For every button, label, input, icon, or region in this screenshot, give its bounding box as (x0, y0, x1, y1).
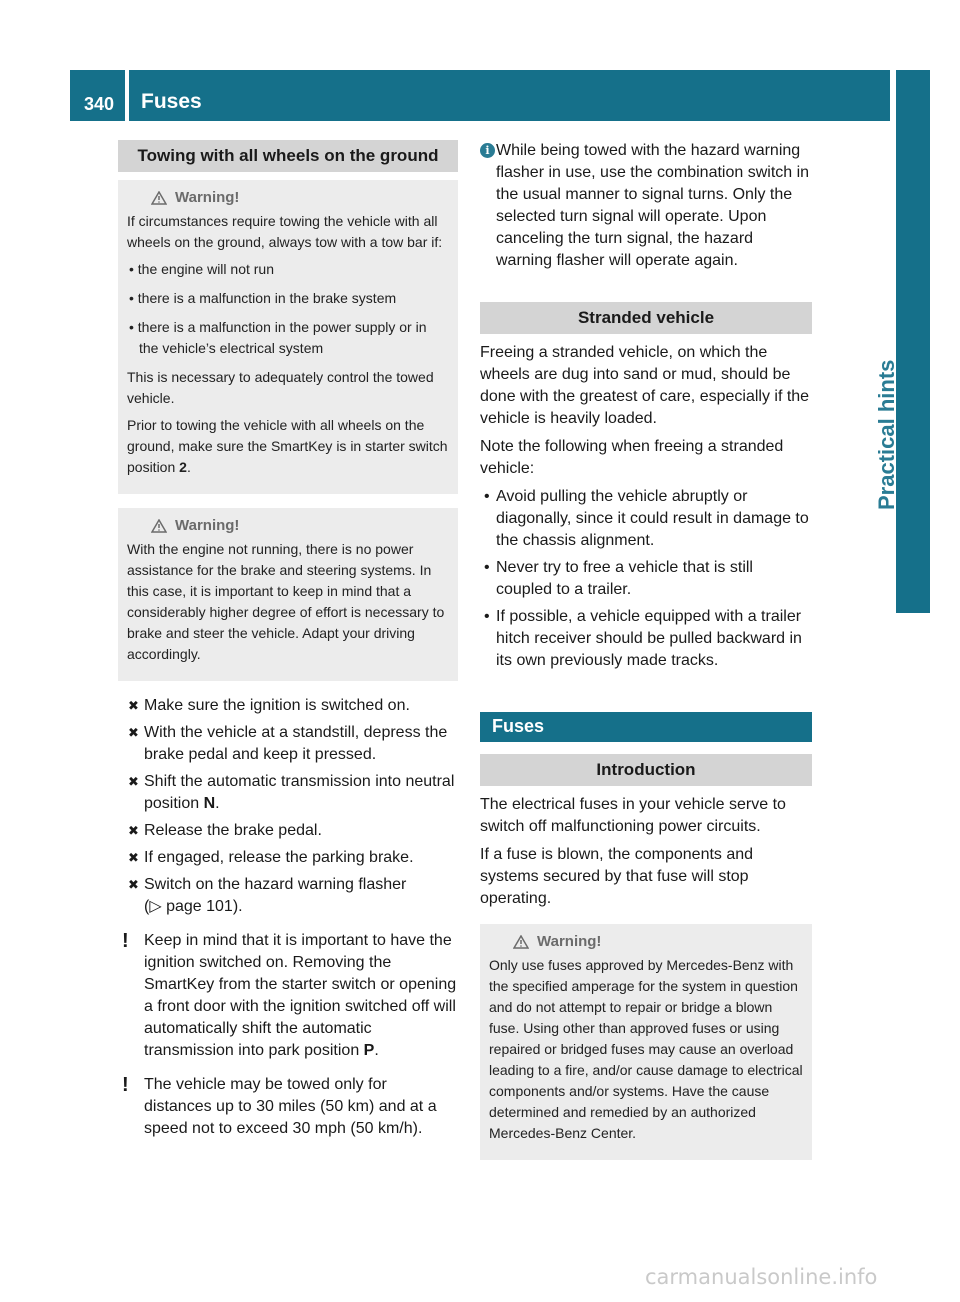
warning-header (127, 187, 449, 208)
warning-box-towing (118, 180, 458, 494)
introduction-heading: Introduction (480, 754, 812, 786)
warning-box-fuses (480, 924, 812, 1160)
warning-text: Only use fuses approved by Mercedes-Benz with the specified amperage for the system in question and do not attempt to repair or bridge a blown fuse. Using other than approved fuses or using repaired or bridged fuses may cause an overload leading to a fire, and/or cause damage to electrical components and/or systems. Have the cause determined and remedied by an authorized Mercedes-Benz Center. (489, 957, 803, 1141)
warning-title: Warning! (537, 933, 602, 950)
step-item: ✖ Switch on the hazard warning flasher (▷ page 101). (128, 876, 407, 915)
step-arrow-icon: ✖ (128, 850, 139, 865)
warning-text: With the engine not running, there is no power assistance for the brake and steering systems. In this case, it is important to keep in mind that a considerably higher degree of effort is necessary to brake and steer the vehicle. Adapt your driving accordingly. (127, 541, 445, 662)
stranded-paragraph: Note the following when freeing a stranded vehicle: (480, 438, 784, 477)
warning-triangle-icon (151, 519, 167, 533)
left-column (118, 140, 458, 1152)
towing-heading: Towing with all wheels on the ground (118, 140, 458, 172)
info-note: i While being towed with the hazard warning flasher in use, use the combination switch in the usual manner to signal turns. Only the selected turn signal will operate. Upon canceling the turn signal, the hazard warning flasher will operate again. (480, 140, 812, 272)
stranded-bullet: • If possible, a vehicle equipped with a trailer hitch receiver should be pulled backward in its own previously made tracks. (484, 608, 802, 669)
stranded-paragraph: Freeing a stranded vehicle, on which the wheels are dug into sand or mud, should be done with the greatest of care, especially if the vehicle is heavily loaded. (480, 344, 810, 427)
chapter-tab-label: Practical hints (874, 359, 899, 510)
intro-paragraph: The electrical fuses in your vehicle serve to switch off malfunctioning power circuits. (480, 796, 786, 835)
warning-paragraph: Prior to towing the vehicle with all wheels on the ground, make sure the SmartKey is in starter switch position 2. (127, 417, 448, 475)
step-item: ✖ If engaged, release the parking brake. (118, 847, 458, 869)
page-number-box (70, 70, 125, 121)
step-arrow-icon: ✖ (128, 877, 139, 892)
stranded-bullet: • Avoid pulling the vehicle abruptly or diagonally, since it could result in damage to the chassis alignment. (484, 488, 809, 549)
page-number: 340 (84, 94, 115, 114)
warning-header (489, 931, 803, 952)
warning-header (127, 515, 449, 536)
warning-title: Warning! (175, 517, 240, 534)
warning-bullet: • there is a malfunction in the power supply or in the vehicle’s electrical system (129, 319, 427, 356)
stranded-heading: Stranded vehicle (480, 302, 812, 334)
step-item: ✖ Make sure the ignition is switched on. (118, 695, 458, 717)
warning-paragraph: This is necessary to adequately control the towed vehicle. (127, 369, 434, 406)
step-arrow-icon: ✖ (128, 774, 139, 789)
step-item: ✖ Release the brake pedal. (118, 820, 458, 842)
step-arrow-icon: ✖ (128, 698, 139, 713)
intro-paragraph: If a fuse is blown, the components and systems secured by that fuse will stop operating. (480, 846, 754, 907)
warning-triangle-icon (513, 935, 529, 949)
info-icon: i (480, 143, 495, 158)
step-item: ✖ With the vehicle at a standstill, depress the brake pedal and keep it pressed. (128, 724, 448, 763)
warning-intro: If circumstances require towing the vehicle with all wheels on the ground, always tow with a tow bar if: (127, 213, 443, 250)
section-title: Fuses (141, 90, 202, 113)
warning-bullet: • there is a malfunction in the brake system (129, 290, 397, 306)
chapter-tab-label-wrap (874, 250, 930, 510)
fuses-heading: Fuses (480, 712, 812, 742)
page-reference[interactable]: (▷ page 101). (144, 898, 243, 915)
warning-box-engine (118, 508, 458, 681)
warning-title: Warning! (175, 189, 240, 206)
step-item: ✖ Shift the automatic transmission into neutral position N. (128, 773, 455, 812)
step-arrow-icon: ✖ (128, 725, 139, 740)
caution-note: ! The vehicle may be towed only for distances up to 30 miles (50 km) and at a speed not to exceed 30 mph (50 km/h). (122, 1074, 437, 1137)
warning-bullet: • the engine will not run (129, 261, 274, 277)
warning-triangle-icon (151, 191, 167, 205)
right-column (480, 140, 812, 1174)
exclamation-icon: ! (122, 1074, 129, 1096)
stranded-bullet: • Never try to free a vehicle that is still coupled to a trailer. (484, 559, 753, 598)
watermark: carmanualsonline.info (645, 1265, 878, 1289)
caution-note: ! Keep in mind that it is important to have the ignition switched on. Removing the SmartKey from the starter switch or opening a front door with the ignition switched off will automatically shift the automatic transmission into park position P. (122, 930, 457, 1059)
exclamation-icon: ! (122, 930, 129, 952)
section-header (129, 70, 890, 121)
step-arrow-icon: ✖ (128, 823, 139, 838)
